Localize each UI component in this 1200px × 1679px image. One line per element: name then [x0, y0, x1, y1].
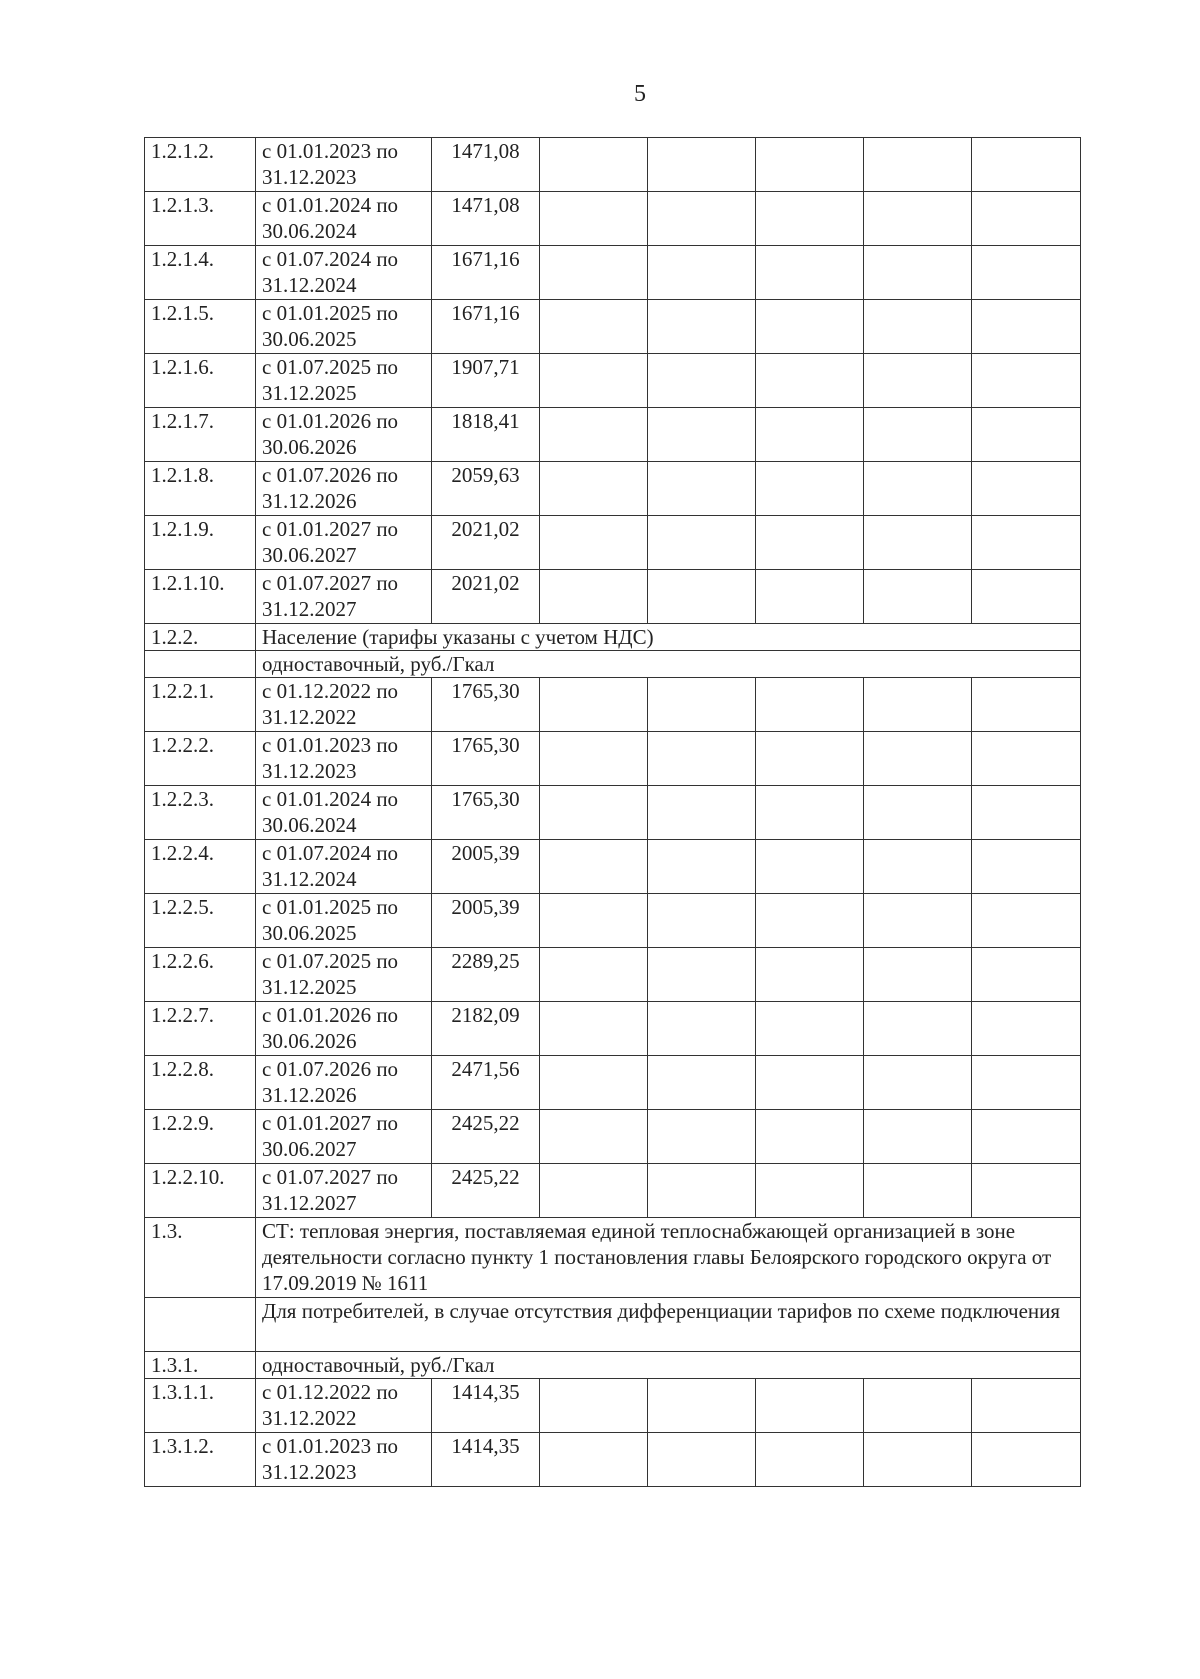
- period-end: 30.06.2024: [262, 219, 357, 243]
- row-number: [145, 1298, 256, 1352]
- table-row: [145, 1056, 1081, 1110]
- empty-cell: [540, 570, 648, 624]
- table-row: [145, 516, 1081, 570]
- row-number: 1.2.1.8.: [145, 462, 256, 516]
- row-number: 1.2.1.5.: [145, 300, 256, 354]
- period-end: 30.06.2026: [262, 435, 357, 459]
- empty-cell: [648, 516, 756, 570]
- period-cell: [256, 408, 432, 462]
- row-number: 1.2.2.1.: [145, 678, 256, 732]
- row-number: 1.2.2.: [145, 624, 256, 651]
- row-number: 1.3.1.1.: [145, 1379, 256, 1433]
- table-row: [145, 678, 1081, 732]
- empty-cell: [540, 1056, 648, 1110]
- empty-cell: [648, 678, 756, 732]
- row-number: 1.3.1.2.: [145, 1433, 256, 1487]
- empty-cell: [864, 1056, 972, 1110]
- period-end: 31.12.2025: [262, 381, 357, 405]
- empty-cell: [972, 1002, 1081, 1056]
- period-cell: [256, 1164, 432, 1218]
- period-start: с 01.01.2027 по: [262, 517, 399, 541]
- row-number: 1.2.1.4.: [145, 246, 256, 300]
- table-row: [145, 1298, 1081, 1352]
- tariff-value: 1907,71: [432, 354, 540, 408]
- empty-cell: [756, 462, 864, 516]
- tariff-value: 2005,39: [432, 840, 540, 894]
- page-number: 5: [634, 81, 646, 107]
- empty-cell: [540, 192, 648, 246]
- tariff-value: 1471,08: [432, 138, 540, 192]
- table-row: [145, 1218, 1081, 1298]
- period-cell: [256, 1056, 432, 1110]
- table-row: [145, 570, 1081, 624]
- period-cell: [256, 516, 432, 570]
- empty-cell: [864, 516, 972, 570]
- empty-cell: [756, 1433, 864, 1487]
- empty-cell: [648, 570, 756, 624]
- empty-cell: [540, 246, 648, 300]
- empty-cell: [756, 138, 864, 192]
- period-end: 30.06.2025: [262, 327, 357, 351]
- period-start: с 01.01.2023 по: [262, 733, 399, 757]
- empty-cell: [972, 462, 1081, 516]
- empty-cell: [648, 1002, 756, 1056]
- table-row: [145, 651, 1081, 678]
- empty-cell: [540, 138, 648, 192]
- section-heading: одноставочный, руб./Гкал: [256, 651, 1081, 678]
- tariff-value: 2005,39: [432, 894, 540, 948]
- tariff-value: 1471,08: [432, 192, 540, 246]
- table-row: [145, 1002, 1081, 1056]
- period-start: с 01.01.2023 по: [262, 139, 399, 163]
- empty-cell: [648, 1379, 756, 1433]
- empty-cell: [864, 840, 972, 894]
- empty-cell: [972, 1433, 1081, 1487]
- empty-cell: [972, 246, 1081, 300]
- period-cell: [256, 354, 432, 408]
- period-end: 31.12.2022: [262, 705, 357, 729]
- empty-cell: [756, 570, 864, 624]
- tariff-value: 1414,35: [432, 1379, 540, 1433]
- empty-cell: [756, 408, 864, 462]
- period-end: 31.12.2023: [262, 759, 357, 783]
- empty-cell: [972, 732, 1081, 786]
- empty-cell: [756, 1056, 864, 1110]
- empty-cell: [648, 462, 756, 516]
- tariff-value: 1765,30: [432, 732, 540, 786]
- table-row: [145, 462, 1081, 516]
- empty-cell: [648, 1056, 756, 1110]
- table-row: [145, 192, 1081, 246]
- table-row: [145, 300, 1081, 354]
- empty-cell: [540, 1110, 648, 1164]
- empty-cell: [648, 246, 756, 300]
- empty-cell: [972, 1379, 1081, 1433]
- table-row: [145, 1164, 1081, 1218]
- empty-cell: [864, 1002, 972, 1056]
- empty-cell: [972, 678, 1081, 732]
- empty-cell: [756, 354, 864, 408]
- empty-cell: [864, 894, 972, 948]
- period-start: с 01.07.2027 по: [262, 571, 399, 595]
- table-row: [145, 1433, 1081, 1487]
- tariff-value: 2059,63: [432, 462, 540, 516]
- empty-cell: [540, 516, 648, 570]
- empty-cell: [540, 462, 648, 516]
- period-start: с 01.07.2025 по: [262, 355, 399, 379]
- tariff-value: 2182,09: [432, 1002, 540, 1056]
- row-number: 1.2.2.4.: [145, 840, 256, 894]
- empty-cell: [648, 1164, 756, 1218]
- table-row: [145, 354, 1081, 408]
- table-row: [145, 246, 1081, 300]
- period-end: 30.06.2025: [262, 921, 357, 945]
- row-number: 1.3.1.: [145, 1352, 256, 1379]
- empty-cell: [540, 732, 648, 786]
- empty-cell: [756, 732, 864, 786]
- period-end: 31.12.2024: [262, 867, 357, 891]
- period-cell: [256, 192, 432, 246]
- empty-cell: [756, 894, 864, 948]
- tariff-value: 2425,22: [432, 1164, 540, 1218]
- period-cell: [256, 570, 432, 624]
- empty-cell: [756, 192, 864, 246]
- empty-cell: [864, 192, 972, 246]
- empty-cell: [972, 786, 1081, 840]
- period-start: с 01.01.2025 по: [262, 301, 399, 325]
- tariff-value: 2021,02: [432, 570, 540, 624]
- tariff-table: [144, 137, 1081, 1487]
- period-cell: [256, 1002, 432, 1056]
- row-number: 1.2.2.6.: [145, 948, 256, 1002]
- empty-cell: [972, 840, 1081, 894]
- period-end: 31.12.2027: [262, 597, 357, 621]
- empty-cell: [972, 948, 1081, 1002]
- row-number: 1.2.1.9.: [145, 516, 256, 570]
- section-heading: СТ: тепловая энергия, поставляемая единой теплоснабжающей организацией в зоне деятельности согласно пункту 1 постановления главы Белоярского городского округа от 17.09.2019 № 1611: [256, 1218, 1081, 1298]
- section-heading: одноставочный, руб./Гкал: [256, 1352, 1081, 1379]
- row-number: 1.2.1.2.: [145, 138, 256, 192]
- empty-cell: [756, 786, 864, 840]
- period-end: 31.12.2027: [262, 1191, 357, 1215]
- empty-cell: [540, 894, 648, 948]
- empty-cell: [756, 1164, 864, 1218]
- empty-cell: [648, 354, 756, 408]
- period-start: с 01.07.2024 по: [262, 841, 399, 865]
- empty-cell: [972, 570, 1081, 624]
- row-number: 1.2.2.5.: [145, 894, 256, 948]
- empty-cell: [648, 786, 756, 840]
- period-cell: [256, 1433, 432, 1487]
- row-number: 1.2.1.6.: [145, 354, 256, 408]
- empty-cell: [648, 1433, 756, 1487]
- period-cell: [256, 840, 432, 894]
- period-start: с 01.07.2026 по: [262, 1057, 399, 1081]
- period-cell: [256, 732, 432, 786]
- empty-cell: [864, 462, 972, 516]
- empty-cell: [540, 1433, 648, 1487]
- tariff-value: 2289,25: [432, 948, 540, 1002]
- period-start: с 01.07.2024 по: [262, 247, 399, 271]
- table-row: [145, 894, 1081, 948]
- period-end: 30.06.2027: [262, 1137, 357, 1161]
- empty-cell: [648, 408, 756, 462]
- period-end: 30.06.2027: [262, 543, 357, 567]
- empty-cell: [756, 1110, 864, 1164]
- period-start: с 01.01.2023 по: [262, 1434, 399, 1458]
- tariff-value: 1671,16: [432, 246, 540, 300]
- row-number: 1.2.2.10.: [145, 1164, 256, 1218]
- period-cell: [256, 786, 432, 840]
- empty-cell: [648, 894, 756, 948]
- row-number: 1.2.2.7.: [145, 1002, 256, 1056]
- table-row: [145, 624, 1081, 651]
- table-row: [145, 1352, 1081, 1379]
- period-cell: [256, 138, 432, 192]
- empty-cell: [540, 300, 648, 354]
- empty-cell: [648, 1110, 756, 1164]
- period-cell: [256, 1379, 432, 1433]
- empty-cell: [648, 300, 756, 354]
- empty-cell: [648, 948, 756, 1002]
- tariff-value: 1671,16: [432, 300, 540, 354]
- period-start: с 01.07.2025 по: [262, 949, 399, 973]
- period-cell: [256, 894, 432, 948]
- empty-cell: [864, 1433, 972, 1487]
- empty-cell: [756, 840, 864, 894]
- row-number: 1.2.1.3.: [145, 192, 256, 246]
- section-heading: Население (тарифы указаны с учетом НДС): [256, 624, 1081, 651]
- empty-cell: [972, 516, 1081, 570]
- empty-cell: [972, 408, 1081, 462]
- empty-cell: [972, 138, 1081, 192]
- tariff-value: 1765,30: [432, 786, 540, 840]
- table-row: [145, 732, 1081, 786]
- empty-cell: [756, 948, 864, 1002]
- period-cell: [256, 1110, 432, 1164]
- empty-cell: [540, 408, 648, 462]
- period-start: с 01.01.2024 по: [262, 787, 399, 811]
- period-start: с 01.01.2026 по: [262, 409, 399, 433]
- period-end: 31.12.2024: [262, 273, 357, 297]
- period-end: 31.12.2023: [262, 1460, 357, 1484]
- table-row: [145, 138, 1081, 192]
- empty-cell: [540, 354, 648, 408]
- empty-cell: [864, 1164, 972, 1218]
- period-start: с 01.12.2022 по: [262, 679, 399, 703]
- row-number: 1.2.2.9.: [145, 1110, 256, 1164]
- table-row: [145, 948, 1081, 1002]
- empty-cell: [864, 354, 972, 408]
- period-start: с 01.01.2027 по: [262, 1111, 399, 1135]
- period-cell: [256, 948, 432, 1002]
- period-cell: [256, 246, 432, 300]
- empty-cell: [540, 1002, 648, 1056]
- empty-cell: [972, 300, 1081, 354]
- row-number: 1.2.1.7.: [145, 408, 256, 462]
- empty-cell: [756, 516, 864, 570]
- tariff-value: 1414,35: [432, 1433, 540, 1487]
- empty-cell: [756, 678, 864, 732]
- empty-cell: [540, 1164, 648, 1218]
- period-end: 30.06.2024: [262, 813, 357, 837]
- period-end: 31.12.2026: [262, 1083, 357, 1107]
- tariff-value: 2471,56: [432, 1056, 540, 1110]
- empty-cell: [540, 1379, 648, 1433]
- period-end: 31.12.2022: [262, 1406, 357, 1430]
- empty-cell: [864, 678, 972, 732]
- period-start: с 01.01.2025 по: [262, 895, 399, 919]
- period-end: 30.06.2026: [262, 1029, 357, 1053]
- empty-cell: [972, 354, 1081, 408]
- table-row: [145, 408, 1081, 462]
- empty-cell: [648, 732, 756, 786]
- period-start: с 01.07.2026 по: [262, 463, 399, 487]
- empty-cell: [540, 948, 648, 1002]
- period-cell: [256, 300, 432, 354]
- empty-cell: [864, 246, 972, 300]
- period-start: с 01.01.2026 по: [262, 1003, 399, 1027]
- tariff-value: 1765,30: [432, 678, 540, 732]
- table-row: [145, 1379, 1081, 1433]
- empty-cell: [540, 786, 648, 840]
- empty-cell: [972, 1110, 1081, 1164]
- empty-cell: [540, 840, 648, 894]
- empty-cell: [864, 408, 972, 462]
- row-number: 1.2.1.10.: [145, 570, 256, 624]
- empty-cell: [864, 570, 972, 624]
- period-end: 31.12.2023: [262, 165, 357, 189]
- empty-cell: [864, 300, 972, 354]
- empty-cell: [864, 732, 972, 786]
- empty-cell: [756, 300, 864, 354]
- period-cell: [256, 462, 432, 516]
- empty-cell: [864, 786, 972, 840]
- period-end: 31.12.2026: [262, 489, 357, 513]
- table-row: [145, 840, 1081, 894]
- empty-cell: [972, 894, 1081, 948]
- period-cell: [256, 678, 432, 732]
- tariff-value: 2425,22: [432, 1110, 540, 1164]
- row-number: 1.2.2.3.: [145, 786, 256, 840]
- empty-cell: [648, 138, 756, 192]
- empty-cell: [756, 1379, 864, 1433]
- period-end: 31.12.2025: [262, 975, 357, 999]
- empty-cell: [648, 840, 756, 894]
- empty-cell: [972, 1056, 1081, 1110]
- empty-cell: [864, 1379, 972, 1433]
- empty-cell: [648, 192, 756, 246]
- period-start: с 01.07.2027 по: [262, 1165, 399, 1189]
- empty-cell: [756, 246, 864, 300]
- tariff-value: 1818,41: [432, 408, 540, 462]
- row-number: [145, 651, 256, 678]
- tariff-value: 2021,02: [432, 516, 540, 570]
- table-row: [145, 1110, 1081, 1164]
- row-number: 1.2.2.8.: [145, 1056, 256, 1110]
- empty-cell: [540, 678, 648, 732]
- empty-cell: [972, 1164, 1081, 1218]
- empty-cell: [756, 1002, 864, 1056]
- empty-cell: [864, 1110, 972, 1164]
- empty-cell: [864, 948, 972, 1002]
- empty-cell: [864, 138, 972, 192]
- row-number: 1.3.: [145, 1218, 256, 1298]
- row-number: 1.2.2.2.: [145, 732, 256, 786]
- table-row: [145, 786, 1081, 840]
- empty-cell: [972, 192, 1081, 246]
- period-start: с 01.12.2022 по: [262, 1380, 399, 1404]
- section-heading: Для потребителей, в случае отсутствия дифференциации тарифов по схеме подключения: [256, 1298, 1081, 1352]
- period-start: с 01.01.2024 по: [262, 193, 399, 217]
